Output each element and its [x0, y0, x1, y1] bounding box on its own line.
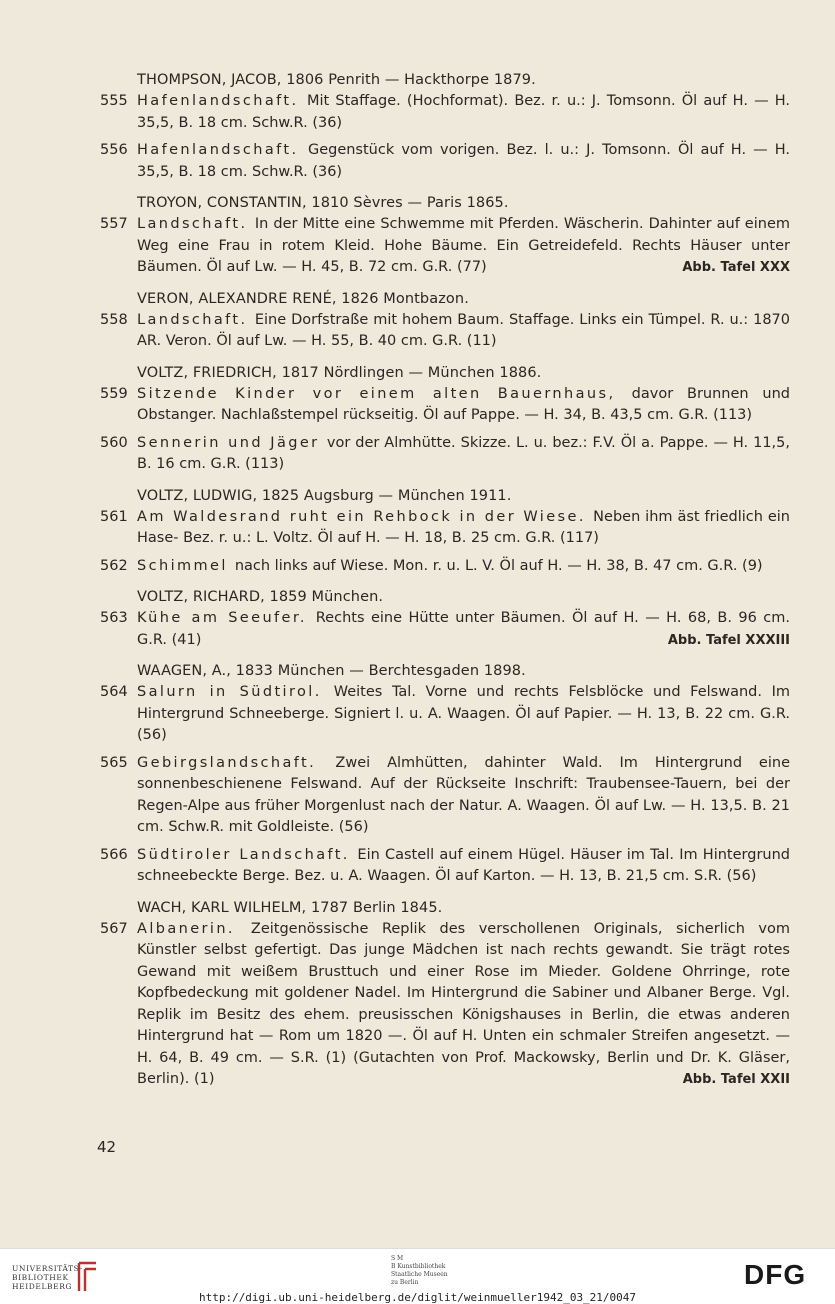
- artwork-title: Landschaft.: [137, 311, 255, 328]
- kunstbibliothek-credit: [391, 1255, 448, 1287]
- catalog-entry: [100, 919, 790, 1091]
- lot-number: 559: [100, 385, 128, 402]
- plate-reference: Abb. Tafel XXII: [682, 1072, 790, 1087]
- lot-number: 555: [100, 93, 128, 109]
- lot-number: 567: [100, 920, 128, 937]
- artwork-description: davor Brunnen und Obstanger. Nachlaßstempel rückseitig. Öl auf Pappe. — H. 34, B. 43,5 cm. G.R. (113): [137, 385, 790, 423]
- catalog-entries: [100, 70, 790, 1091]
- permalink-url[interactable]: http://digi.ub.uni-heidelberg.de/diglit/weinmueller1942_03_21/0047: [198, 1291, 637, 1304]
- lot-number: 562: [100, 557, 128, 574]
- catalog-entry: [100, 91, 790, 134]
- sm-line: zu Berlin: [391, 1279, 419, 1286]
- artist-heading: TROYON, CONSTANTIN, 1810 Sèvres — Paris 1865.: [137, 195, 509, 211]
- catalog-entry: [100, 310, 790, 353]
- digitization-footer: [0, 1248, 835, 1304]
- artwork-title: Hafenlandschaft.: [137, 142, 308, 158]
- library-name-line: UNIVERSITÄTS-: [12, 1264, 83, 1273]
- lot-number: 556: [100, 142, 128, 158]
- artwork-title: Am Waldesrand ruht ein Rehbock in der Wiese.: [137, 508, 594, 525]
- artwork-title: Salurn in Südtirol.: [137, 684, 334, 700]
- catalog-entry: [100, 140, 790, 183]
- university-library-logo-icon[interactable]: [76, 1261, 100, 1293]
- artwork-title: Schimmel: [137, 557, 235, 574]
- catalog-entry: [100, 433, 790, 476]
- artwork-title: Albanerin.: [137, 920, 251, 937]
- lot-number: 566: [100, 846, 128, 863]
- artwork-description: nach links auf Wiese. Mon. r. u. L. V. Öl auf H. — H. 38, B. 47 cm. G.R. (9): [234, 557, 763, 574]
- catalog-entry: [100, 214, 790, 279]
- artwork-description: Rechts eine Hütte unter Bäumen. Öl auf H. — H. 68, B. 96 cm. G.R. (41): [137, 610, 790, 648]
- lot-number: 564: [100, 684, 128, 700]
- artist-heading: VOLTZ, RICHARD, 1859 München.: [137, 589, 384, 605]
- catalog-entry: [100, 753, 790, 839]
- artwork-description: Neben ihm äst friedlich ein Hase- Bez. r. u.: L. Voltz. Öl auf H. — H. 18, B. 25 cm. G.R. (117): [137, 508, 790, 546]
- page-number: 42: [97, 1138, 117, 1156]
- artwork-title: Südtiroler Landschaft.: [137, 846, 358, 863]
- lot-number: 558: [100, 311, 128, 328]
- lot-number: 557: [100, 216, 128, 232]
- plate-reference: Abb. Tafel XXX: [682, 260, 790, 275]
- catalog-entry: [100, 845, 790, 888]
- artwork-description: In der Mitte eine Schwemme mit Pferden. Wäscherin. Dahinter auf einem Weg eine Frau in rotem Kleid. Hohe Bäume. Ein Getreidefeld. Rechts Häuser unter Bäumen. Öl auf Lw. — H. 45, B. 72 cm. G.R. (77): [137, 216, 790, 275]
- artist-heading: VOLTZ, FRIEDRICH, 1817 Nördlingen — München 1886.: [137, 364, 542, 381]
- sm-mark: S M: [391, 1255, 404, 1262]
- catalog-entry: [100, 556, 790, 578]
- library-name[interactable]: [12, 1264, 83, 1291]
- artwork-description: Ein Castell auf einem Hügel. Häuser im Tal. Im Hintergrund schneebeckte Berge. Bez. u. A. Waagen. Öl auf Karton. — H. 13, B. 21,5 cm. S.R. (56): [137, 846, 790, 884]
- dfg-logo[interactable]: DFG: [744, 1259, 807, 1290]
- plate-reference: Abb. Tafel XXXIII: [667, 632, 790, 648]
- artwork-description: Mit Staffage. (Hochformat). Bez. r. u.: J. Tomsonn. Öl auf H. — H. 35,5, B. 18 cm. Schw.R. (36): [137, 93, 791, 131]
- artist-heading: WAAGEN, A., 1833 München — Berchtesgaden 1898.: [137, 663, 526, 679]
- artwork-title: Gebirgslandschaft.: [137, 754, 336, 771]
- catalog-entry: [100, 608, 790, 651]
- sm-line: B Kunstbibliothek: [391, 1263, 446, 1270]
- library-name-line: HEIDELBERG: [12, 1282, 73, 1291]
- lot-number: 565: [100, 754, 128, 771]
- artwork-title: Sitzende Kinder vor einem alten Bauernhaus,: [137, 385, 632, 402]
- artist-heading: WACH, KARL WILHELM, 1787 Berlin 1845.: [137, 899, 443, 916]
- artwork-description: vor der Almhütte. Skizze. L. u. bez.: F.V. Öl a. Pappe. — H. 11,5, B. 16 cm. G.R. (113): [137, 434, 791, 472]
- catalog-entry: [100, 507, 790, 550]
- artwork-description: Weites Tal. Vorne und rechts Felsblöcke und Felswand. Im Hintergrund Schneeberge. Signiert l. u. A. Waagen. Öl auf Papier. — H. 13, B. 22 cm. G.R. (56): [137, 684, 791, 743]
- artwork-description: Zwei Almhütten, dahinter Wald. Im Hintergrund eine sonnenbeschienene Felswand. Auf der Rückseite Inschrift: Traubensee-Tauern, bei der Regen-Alpe aus früher Morgenlust nach der Natur. A. Waagen. Öl auf Lw. — H. 13,5. B. 21 cm. Schw.R. mit Goldleiste. (56): [137, 754, 790, 835]
- catalog-entry: [100, 384, 790, 427]
- library-name-line: BIBLIOTHEK: [12, 1273, 69, 1282]
- artwork-description: Zeitgenössische Replik des verschollenen Originals, sicherlich vom Künstler selbst gefertigt. Das junge Mädchen ist nach rechts gewandt. Sie trägt rotes Gewand mit weißem Brusttuch und einer Rose im Mieder. Goldene Ohrringe, rote Kopfbedeckung mit goldener Nadel. Im Hintergrund die Sabiner und Albaner Berge. Vgl. Replik im Besitz des ehem. preusisschen Königshauses in Berlin, die etwas anderen Hintergrund hat — Rom um 1820 —. Öl auf H. Unten ein schmaler Streifen angesetzt. — H. 64, B. 49 cm. — S.R. (1) (Gutachten von Prof. Mackowsky, Berlin und Dr. K. Gläser, Berlin). (1): [137, 920, 790, 1087]
- lot-number: 561: [100, 508, 128, 525]
- artwork-title: Landschaft.: [137, 216, 255, 232]
- artwork-description: Eine Dorfstraße mit hohem Baum. Staffage. Links ein Tümpel. R. u.: 1870 AR. Veron. Öl auf Lw. — H. 55, B. 40 cm. G.R. (11): [137, 311, 791, 349]
- artwork-title: Sennerin und Jäger: [137, 434, 327, 451]
- artwork-description: Gegenstück vom vorigen. Bez. l. u.: J. Tomsonn. Öl auf H. — H. 35,5, B. 18 cm. Schw.R. (36): [137, 142, 790, 180]
- artwork-title: Kühe am Seeufer.: [137, 610, 316, 626]
- sm-line: Staatliche Museen: [391, 1271, 448, 1278]
- artist-heading: VERON, ALEXANDRE RENÉ, 1826 Montbazon.: [137, 290, 469, 307]
- catalog-entry: [100, 682, 790, 747]
- artwork-title: Hafenlandschaft.: [137, 93, 308, 109]
- artist-heading: VOLTZ, LUDWIG, 1825 Augsburg — München 1911.: [137, 487, 512, 504]
- lot-number: 563: [100, 610, 128, 626]
- lot-number: 560: [100, 434, 128, 451]
- artist-heading: THOMPSON, JACOB, 1806 Penrith — Hackthorpe 1879.: [137, 72, 536, 88]
